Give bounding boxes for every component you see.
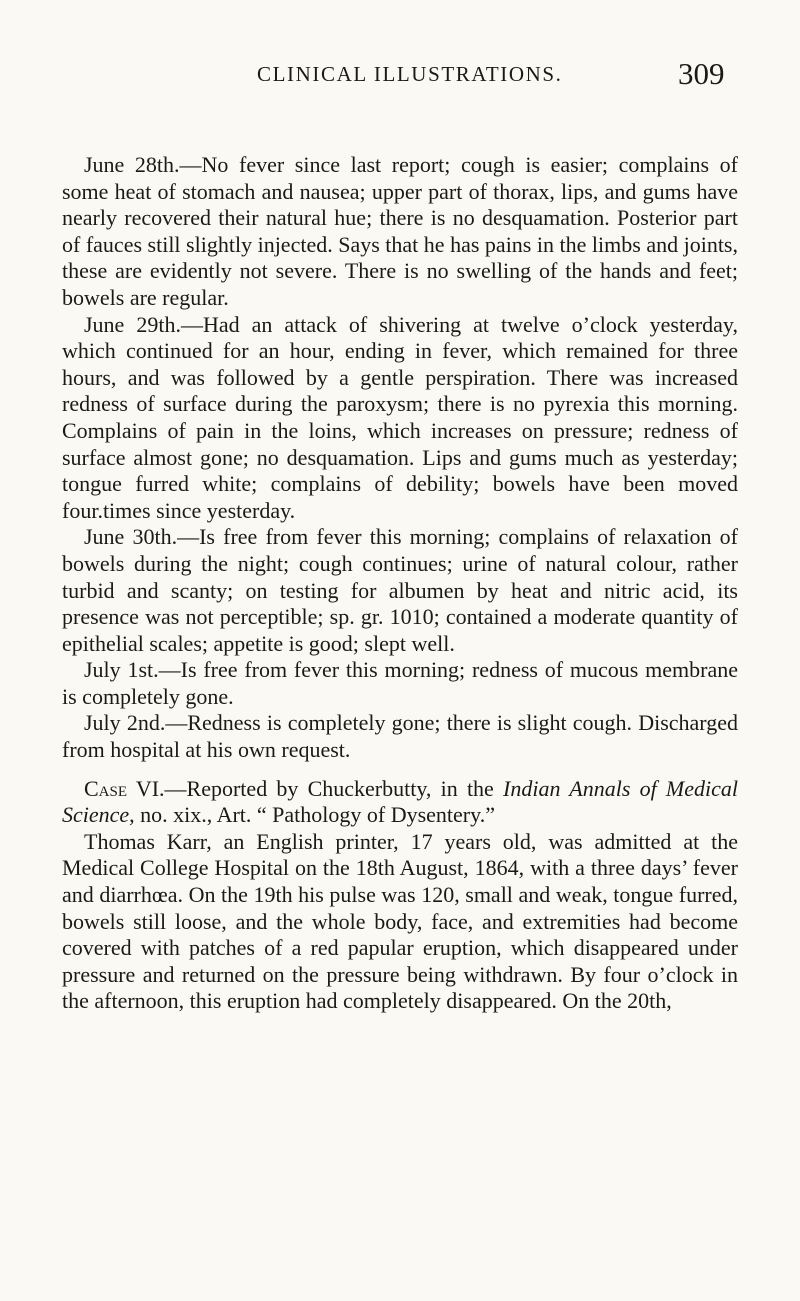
body-text [62, 152, 738, 1015]
page-number: 309 [678, 56, 725, 91]
paragraph-july-2: July 2nd.—Redness is completely gone; there is slight cough. Discharged from hospital at his own request. [62, 710, 738, 763]
paragraph-june-28: June 28th.—No fever since last report; cough is easier; complains of some heat of stomach and nausea; upper part of thorax, lips, and gums have nearly recovered their natural hue; there is no desquamation. Posterior part of fauces still slightly injected. Says that he has pains in the limbs and joints, these are evidently not severe. There is no swelling of the hands and feet; bowels are regular. [62, 152, 738, 310]
paragraph-case-vi [62, 776, 738, 829]
case-text-after: , no. xix., Art. “ Pathology of Dysentery.” [129, 802, 495, 828]
running-title: CLINICAL ILLUSTRATIONS. [257, 62, 563, 86]
paragraph-july-1: July 1st.—Is free from fever this morning; redness of mucous membrane is completely gone. [62, 657, 738, 709]
journal-title: Indian Annals of Medical Science [62, 775, 738, 828]
paragraph-june-29: June 29th.—Had an attack of shivering at twelve o’clock yesterday, which continued for an hour, ending in fever, which remained for three hours, and was followed by a gentle perspiration. There was increased redness of surface during the paroxysm; there is no pyrexia this morning. Complains of pain in the loins, which increases on pressure; redness of surface almost gone; no desquamation. Lips and gums much as yesterday; tongue furred white; complains of debility; bowels have been moved four.times since yesterday. [62, 311, 738, 523]
paragraph-june-30: June 30th.—Is free from fever this morning; complains of relaxation of bowels during the night; cough continues; urine of natural colour, rather turbid and scanty; on testing for albumen by heat and nitric acid, its presence was not perceptible; sp. gr. 1010; contained a moderate quantity of epithelial scales; appetite is good; slept well. [62, 524, 738, 656]
paragraph-thomas-karr: Thomas Karr, an English printer, 17 years old, was admitted at the Medical College Hospital on the 18th August, 1864, with a three days’ fever and diarrhœa. On the 19th his pulse was 120, small and weak, tongue furred, bowels still loose, and the whole body, face, and extremities had become covered with patches of a red papular eruption, which disappeared under pressure and returned on the pressure being withdrawn. By four o’clock in the afternoon, this eruption had completely disappeared. On the 20th, [62, 828, 738, 1014]
case-label: Case VI. [84, 775, 165, 801]
page-header [0, 56, 800, 100]
case-text-before: —Reported by Chuckerbutty, in the [164, 775, 504, 801]
